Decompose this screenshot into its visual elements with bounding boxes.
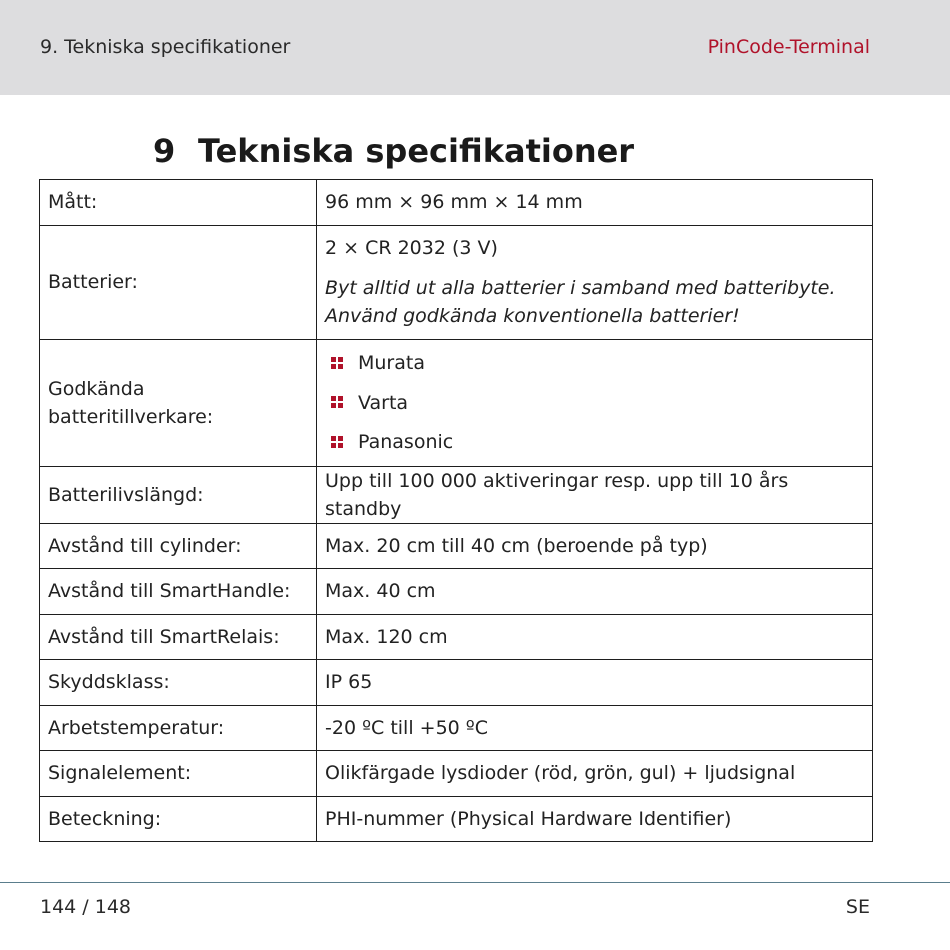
row-value: PHI-nummer (Physical Hardware Identifier): [317, 796, 873, 842]
row-label: Avstånd till SmartHandle:: [40, 569, 317, 615]
table-row: [40, 180, 873, 226]
row-label: Avstånd till SmartRelais:: [40, 614, 317, 660]
row-label: Signalelement:: [40, 751, 317, 797]
row-label: Godkända: [48, 377, 145, 400]
spec-table: [39, 179, 873, 842]
row-value: Upp till 100 000 aktiveringar resp. upp till 10 års standby: [317, 466, 873, 523]
table-row: [40, 660, 873, 706]
bullet-icon: [331, 436, 344, 449]
manufacturer-name: Panasonic: [358, 431, 454, 453]
row-value: IP 65: [317, 660, 873, 706]
page-number: 144 / 148: [40, 896, 132, 918]
list-item: [325, 422, 864, 462]
chapter-heading: [153, 132, 634, 170]
table-row: [40, 339, 873, 466]
manufacturer-name: Varta: [358, 391, 409, 414]
bullet-icon: [331, 357, 344, 370]
row-label-cell: [40, 339, 317, 466]
table-row: [40, 569, 873, 615]
list-item: [325, 383, 864, 423]
row-label: Batterilivslängd:: [40, 466, 317, 523]
row-value: Olikfärgade lysdioder (röd, grön, gul) + ljudsignal: [317, 751, 873, 797]
row-label: batteritillverkare:: [48, 405, 214, 428]
row-label: Avstånd till cylinder:: [40, 523, 317, 569]
chapter-title: Tekniska specifikationer: [198, 132, 635, 170]
row-value: Max. 20 cm till 40 cm (beroende på typ): [317, 523, 873, 569]
table-row: [40, 751, 873, 797]
row-value: 96 mm × 96 mm × 14 mm: [317, 180, 873, 226]
battery-note: [325, 274, 864, 330]
row-label: Skyddsklass:: [40, 660, 317, 706]
header-section-title: 9. Tekniska specifikationer: [40, 36, 291, 58]
row-value: Max. 40 cm: [317, 569, 873, 615]
footer-rule: [0, 882, 950, 883]
row-value: 2 × CR 2032 (3 V): [325, 237, 498, 259]
table-row: [40, 796, 873, 842]
bullet-icon: [331, 396, 344, 409]
table-row: [40, 705, 873, 751]
chapter-number: 9: [153, 132, 176, 170]
manufacturer-list: [317, 339, 873, 466]
row-label: Mått:: [40, 180, 317, 226]
manufacturer-name: Murata: [358, 352, 425, 374]
language-code: SE: [845, 896, 870, 918]
table-row: [40, 614, 873, 660]
row-value: -20 ºC till +50 ºC: [317, 705, 873, 751]
table-row: [40, 225, 873, 339]
row-label: Arbetstemperatur:: [40, 705, 317, 751]
battery-note-line: Byt alltid ut alla batterier i samband med batteribyte.: [325, 277, 836, 299]
list-item: [325, 343, 864, 383]
table-row: [40, 523, 873, 569]
row-value: Max. 120 cm: [317, 614, 873, 660]
battery-note-line: Använd godkända konventionella batterier!: [325, 305, 740, 327]
row-label: Batterier:: [40, 225, 317, 339]
row-label: Beteckning:: [40, 796, 317, 842]
row-value-cell: [317, 225, 873, 339]
header-product-name: PinCode-Terminal: [707, 36, 870, 58]
table-row: [40, 466, 873, 523]
